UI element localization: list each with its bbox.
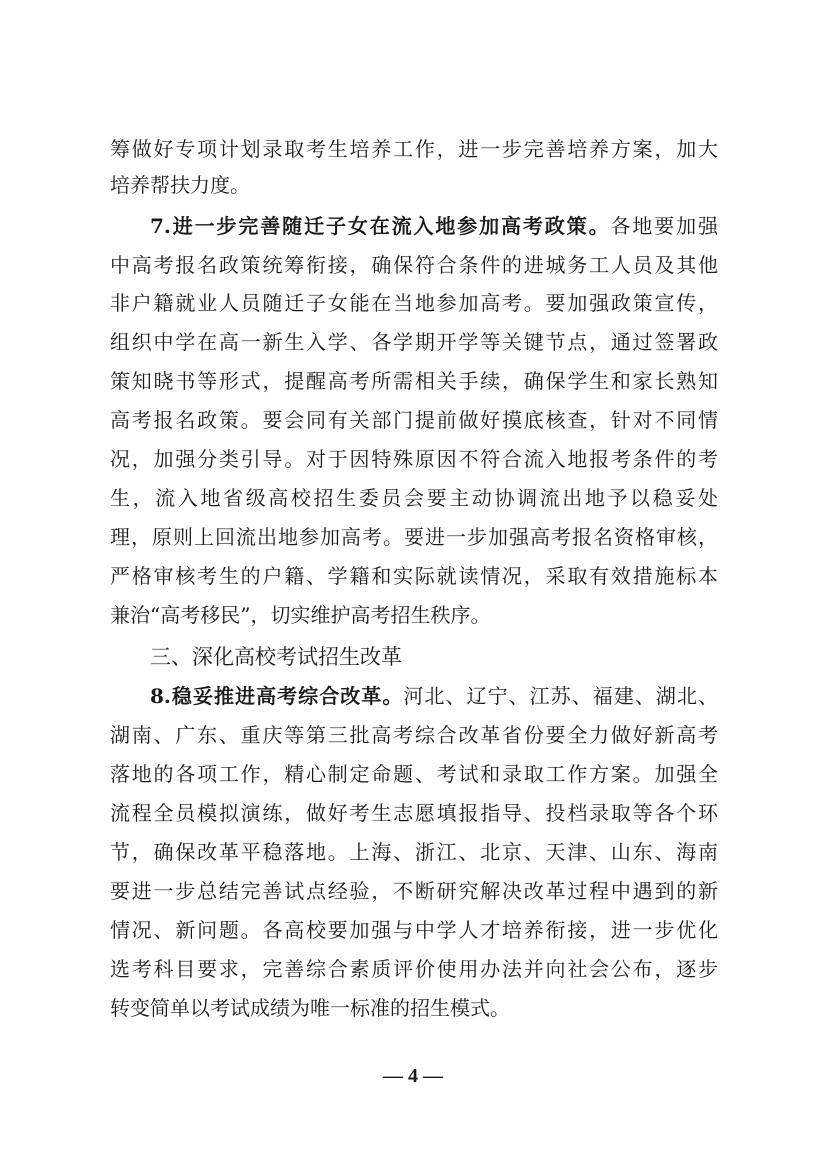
- item-8-first-line: [150, 680, 718, 712]
- body-line: 情况、新问题。各高校要加强与中学人才培养衔接，进一步优化: [110, 918, 718, 942]
- body-line: 落地的各项工作，精心制定命题、考试和录取工作方案。加强全: [110, 762, 718, 786]
- body-line: 节，确保改革平稳落地。上海、浙江、北京、天津、山东、海南: [110, 840, 718, 864]
- body-line: 理，原则上回流出地参加高考。要进一步加强高考报名资格审核，: [110, 525, 718, 549]
- body-line: 流程全员模拟演练，做好考生志愿填报指导、投档录取等各个环: [110, 801, 718, 825]
- body-line: 严格审核考生的户籍、学籍和实际就读情况，采取有效措施标本: [110, 564, 718, 588]
- body-line: 组织中学在高一新生入学、各学期开学等关键节点，通过签署政: [110, 330, 718, 354]
- body-line: 选考科目要求，完善综合素质评价使用办法并向社会公布，逐步: [110, 957, 718, 981]
- item-7-first-line: [150, 210, 718, 242]
- body-line: 非户籍就业人员随迁子女能在当地参加高考。要加强政策宣传，: [110, 291, 718, 315]
- body-line: 转变简单以考试成绩为唯一标准的招生模式。: [110, 996, 510, 1020]
- body-line: 策知晓书等形式，提醒高考所需相关手续，确保学生和家长熟知: [110, 369, 718, 393]
- body-line: 况，加强分类引导。对于因特殊原因不符合流入地报考条件的考: [110, 447, 718, 471]
- item-8-lead: 8.稳妥推进高考综合改革。: [150, 684, 404, 708]
- page-number: — 4 —: [383, 1065, 443, 1087]
- item-7-rest: 各地要加强: [610, 214, 718, 238]
- body-line: 筹做好专项计划录取考生培养工作，进一步完善培养方案，加大: [110, 137, 718, 161]
- body-line: 要进一步总结完善试点经验，不断研究解决改革过程中遇到的新: [110, 879, 718, 903]
- body-line: 中高考报名政策统筹衔接，确保符合条件的进城务工人员及其他: [110, 253, 718, 277]
- body-line: 生，流入地省级高校招生委员会要主动协调流出地予以稳妥处: [110, 486, 718, 510]
- body-line: 培养帮扶力度。: [110, 173, 250, 197]
- body-line: 兼治“高考移民”，切实维护高考招生秩序。: [110, 603, 491, 627]
- item-8-rest: 河北、辽宁、江苏、福建、湖北、: [403, 684, 719, 708]
- body-line: 湖南、广东、重庆等第三批高考综合改革省份要全力做好新高考: [110, 723, 718, 747]
- section-heading: 三、深化高校考试招生改革: [150, 645, 402, 669]
- body-line: 高考报名政策。要会同有关部门提前做好摸底核查，针对不同情: [110, 408, 718, 432]
- item-7-lead: 7.进一步完善随迁子女在流入地参加高考政策。: [150, 214, 611, 238]
